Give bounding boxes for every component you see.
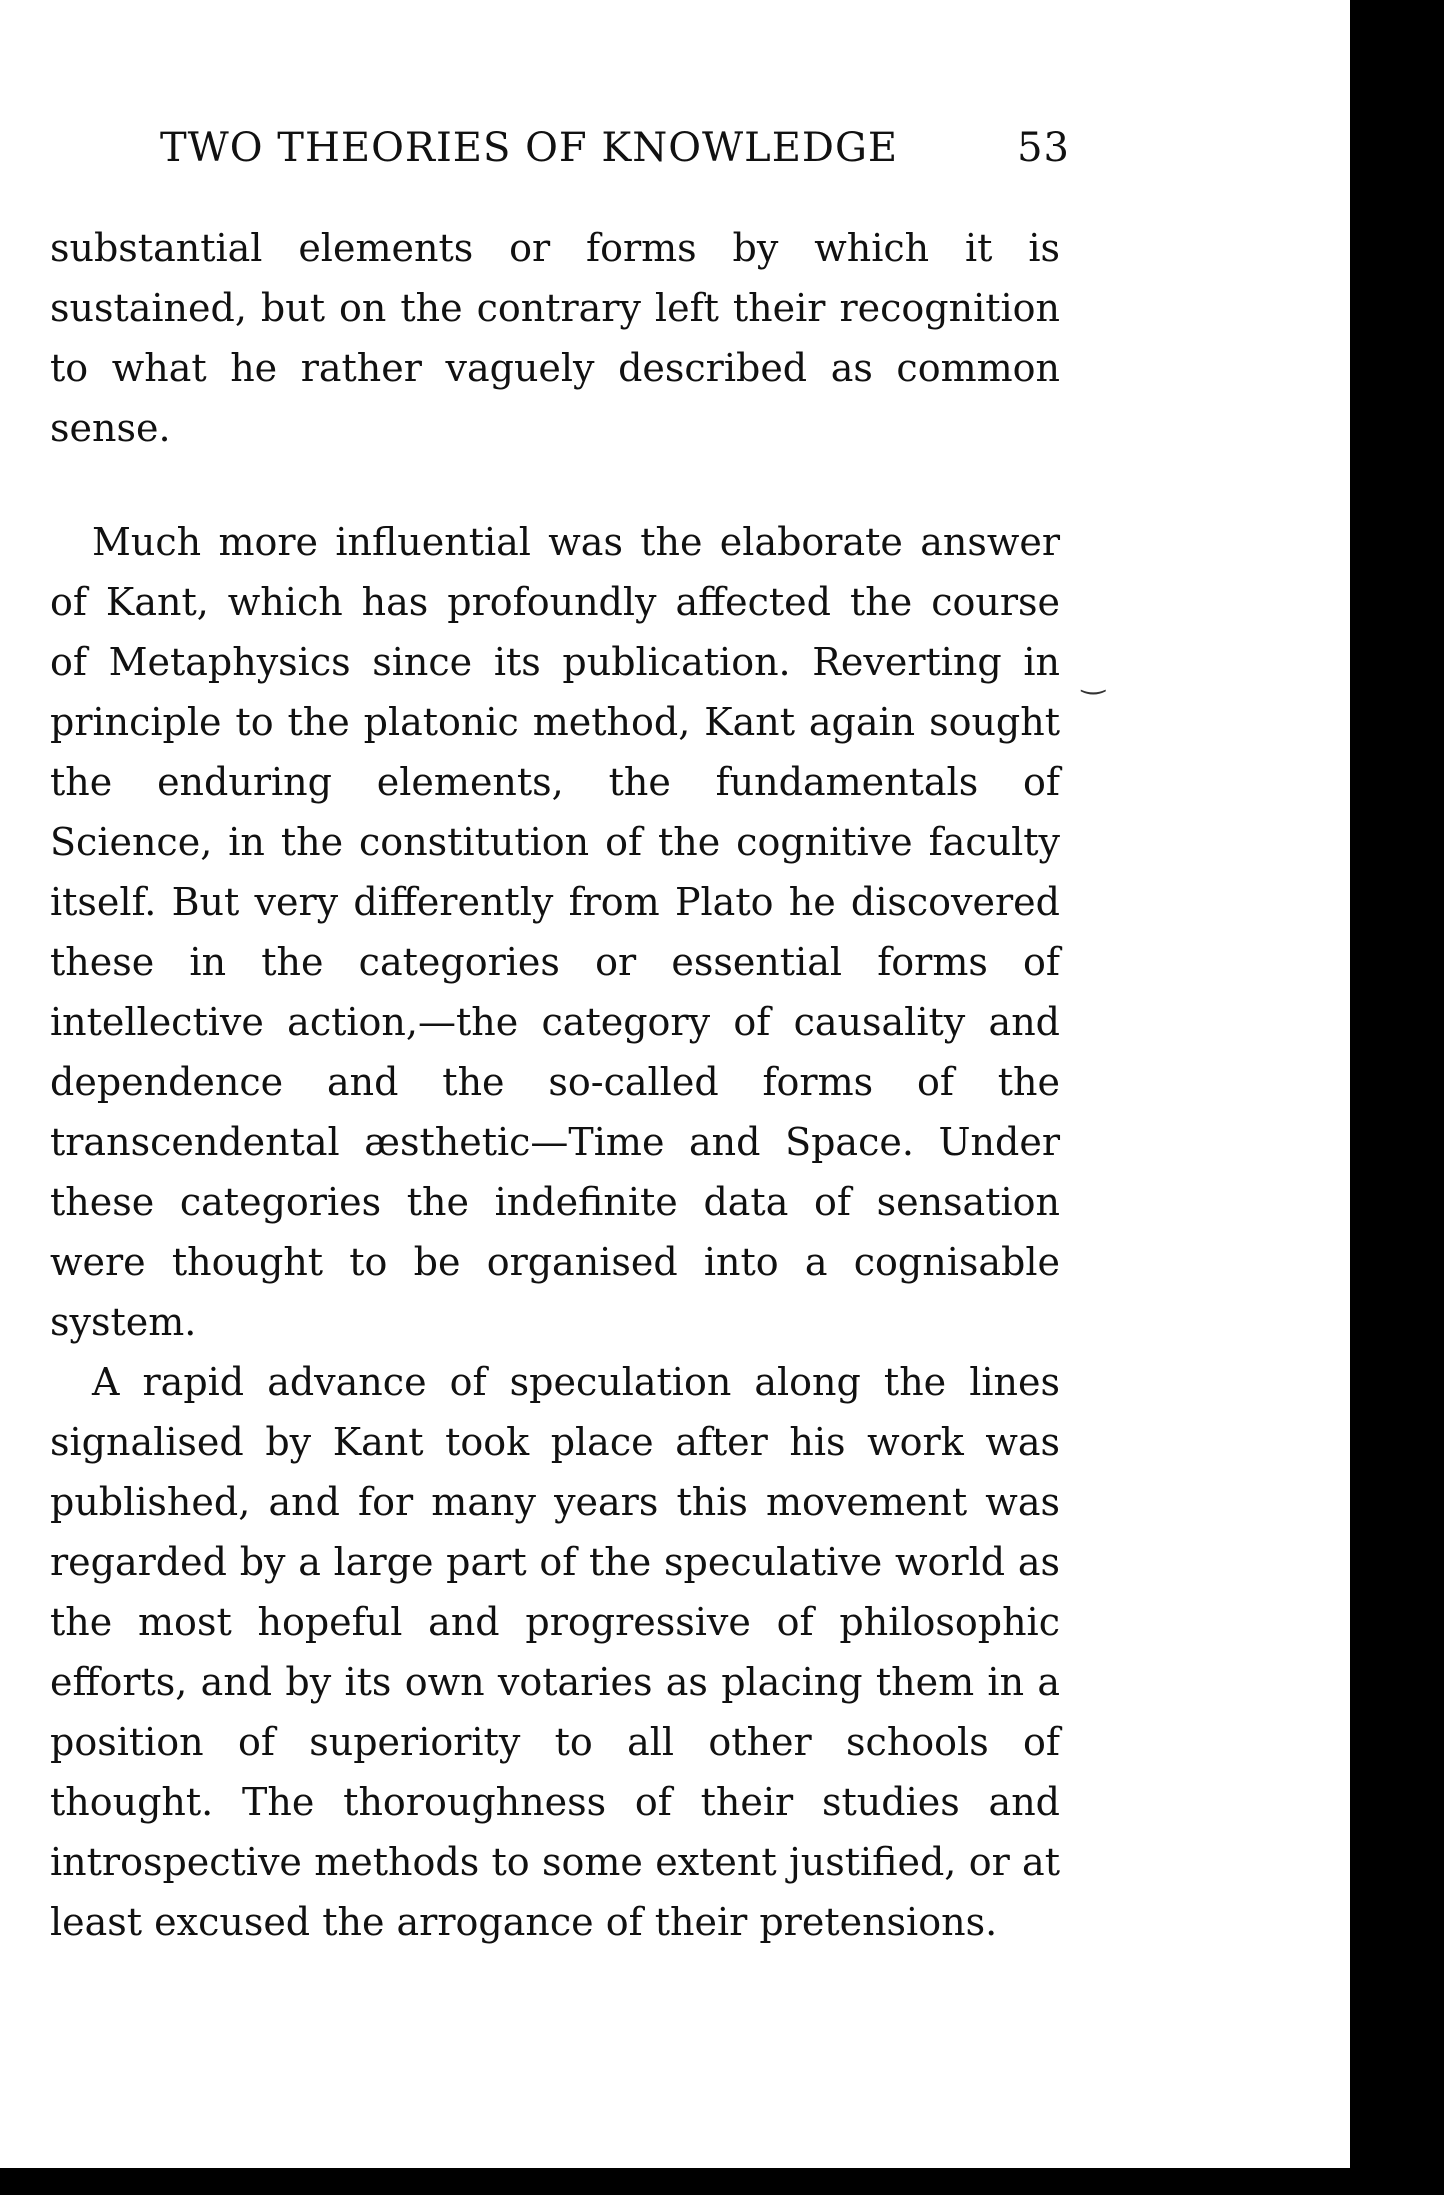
paragraph-speculation: A rapid advance of speculation along the lines signalised by Kant took place after his work was published, and for many years this movement was regarded by a large part of the speculative world as the most hopeful and progressive of philosophic efforts, and by its own votaries as placing them in a position of superiority to all other schools of thought. The thoroughness of their studies and introspective methods to some extent justified, or at least excused the arrogance of their pretensions. (50, 1360, 1060, 1944)
margin-mark: ‿ (1082, 662, 1105, 695)
running-title: TWO THEORIES OF KNOWLEDGE (160, 125, 899, 171)
paragraph-continuation: substantial elements or forms by which it is sustained, but on the contrary left their recognition to what he rather vaguely described as common sense. (50, 226, 1060, 450)
paragraph-kant: Much more influential was the elaborate answer of Kant, which has profoundly affected the course of Metaphysics since its publication. Reverting in principle to the platonic method, Kant again sought the enduring elements, the fundamentals of Science, in the constitution of the cognitive faculty itself. But very differently from Plato he discovered these in the categories or essential forms of intellective action,—the category of causality and dependence and the so-called forms of the transcendental æsthetic—Time and Space. Under these categories the indefinite data of sensation were thought to be organised into a cognisable system. (50, 520, 1060, 1344)
running-head (160, 125, 1070, 185)
scan-border-right (1350, 0, 1444, 2195)
page-number: 53 (1017, 125, 1070, 171)
scan-border-bottom (0, 2168, 1350, 2195)
body-text (50, 218, 1060, 1952)
